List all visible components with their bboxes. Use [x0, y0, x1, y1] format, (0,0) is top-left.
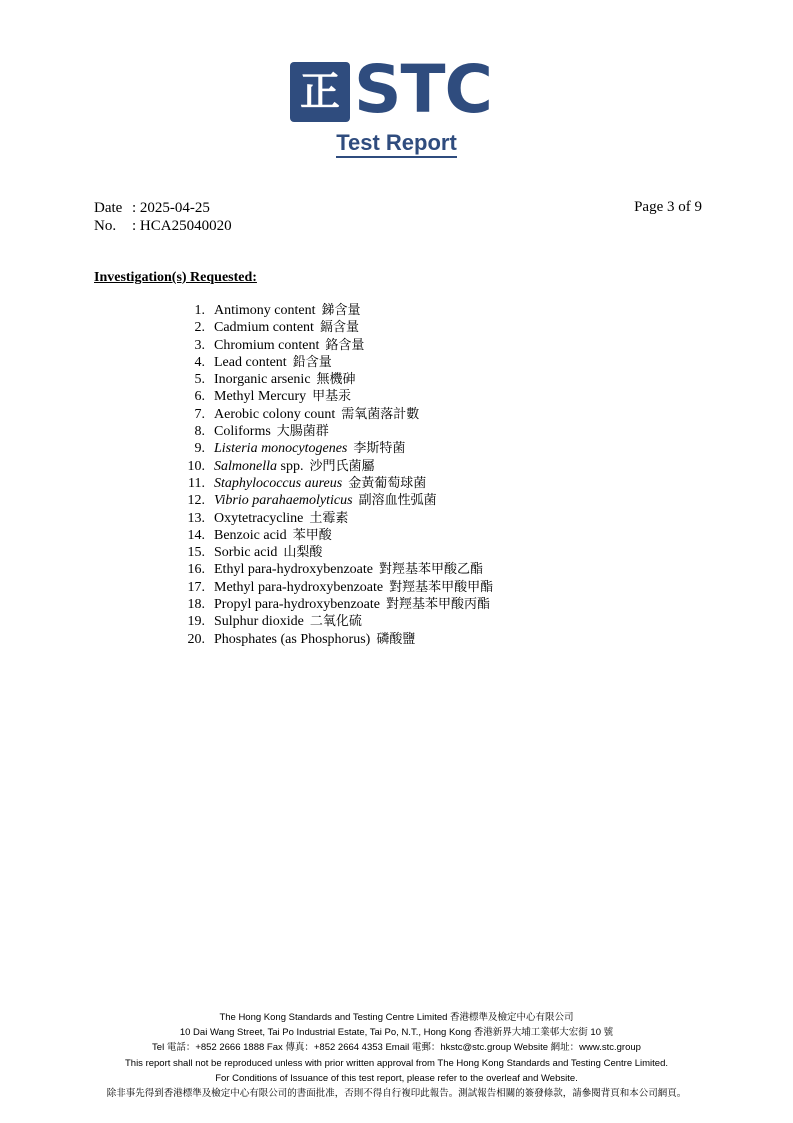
- report-title: [0, 130, 793, 156]
- list-item: [170, 406, 493, 423]
- stc-logo: [290, 51, 523, 128]
- list-item: [170, 579, 493, 596]
- section-heading: Investigation(s) Requested:: [94, 270, 257, 285]
- list-item-number: 15.: [187, 545, 205, 561]
- footer-reproduction-notice: This report shall not be reproduced unless with prior written approval from The Hong Kong Standards and Testing Centre Limited.: [124, 1057, 669, 1069]
- list-item-english: Methyl para-hydroxybenzoate: [214, 579, 384, 595]
- list-item: [170, 475, 493, 492]
- list-item-chinese: 對羥基苯甲酸丙酯: [386, 597, 491, 613]
- date-value: : 2025-04-25: [132, 200, 210, 216]
- list-item: [170, 492, 493, 509]
- list-item-number: 8.: [194, 424, 205, 440]
- list-item-chinese: 鉻含量: [325, 337, 365, 353]
- list-item-english: Propyl para-hydroxybenzoate: [214, 597, 380, 613]
- list-item-chinese: 銻含量: [321, 303, 361, 318]
- logo-text: STC: [354, 51, 492, 128]
- list-item-number: 11.: [188, 475, 205, 491]
- list-item-english: Chromium content: [214, 337, 320, 353]
- list-item: [170, 458, 493, 475]
- list-item-number: 18.: [187, 597, 205, 613]
- list-item: [170, 388, 493, 405]
- list-item-number: 7.: [194, 406, 205, 422]
- list-item: [170, 527, 493, 544]
- list-item-english: Ethyl para-hydroxybenzoate: [214, 562, 373, 578]
- footer-chinese-notice: 除非事先得到香港標準及檢定中心有限公司的書面批准，否則不得自行複印此報告。測試報告相關的簽發條款，請參閱背頁和本公司網頁。: [106, 1088, 687, 1100]
- list-item-chinese: 甲基汞: [312, 389, 352, 405]
- list-item-chinese: 二氧化硫: [309, 614, 362, 630]
- investigation-list: [170, 302, 493, 648]
- page-number: Page 3 of 9: [634, 199, 702, 215]
- list-item-chinese: 鉛含量: [292, 354, 332, 370]
- list-item-number: 10.: [187, 458, 205, 474]
- logo-mark-glyph: 正: [300, 69, 340, 115]
- list-item-number: 2.: [194, 320, 205, 336]
- date-row: [94, 199, 232, 217]
- list-item-english: Phosphates (as Phosphorus): [214, 631, 371, 647]
- list-item-scientific-name: Vibrio parahaemolyticus: [214, 493, 353, 509]
- list-item-chinese: 大腸菌群: [276, 424, 329, 440]
- list-item-number: 14.: [187, 527, 205, 543]
- report-number-value: : HCA25040020: [132, 218, 232, 234]
- list-item-chinese: 李斯特菌: [353, 441, 406, 457]
- report-meta: [94, 199, 232, 235]
- list-item-english: Inorganic arsenic: [214, 372, 311, 388]
- footer-address: 10 Dai Wang Street, Tai Po Industrial Estate, Tai Po, N.T., Hong Kong 香港新界大埔工業邨大宏街 10 號: [179, 1027, 614, 1039]
- list-item: [170, 544, 493, 561]
- list-item-scientific-name: Listeria monocytogenes: [214, 441, 348, 457]
- list-item-chinese: 土霉素: [309, 510, 349, 526]
- list-item-english: Aerobic colony count: [214, 406, 336, 422]
- list-item-chinese: 鎘含量: [319, 320, 359, 336]
- list-item-chinese: 對羥基苯甲酸甲酯: [389, 579, 494, 595]
- list-item: [170, 423, 493, 440]
- list-item-number: 9.: [194, 441, 205, 457]
- list-item-number: 16.: [187, 562, 205, 578]
- list-item-number: 19.: [187, 614, 205, 630]
- list-item: [170, 510, 493, 527]
- list-item: [170, 613, 493, 630]
- date-label: Date: [94, 200, 123, 216]
- list-item: [170, 337, 493, 354]
- list-item-number: 3.: [194, 337, 205, 353]
- list-item-english: Oxytetracycline: [214, 510, 304, 526]
- report-number-row: [94, 217, 232, 235]
- report-number-label: No.: [94, 218, 117, 234]
- list-item-chinese: 苯甲酸: [292, 527, 332, 543]
- list-item-number: 12.: [187, 493, 205, 509]
- list-item: [170, 440, 493, 457]
- list-item-english: Coliforms: [214, 424, 271, 440]
- list-item-chinese: 需氧菌落計數: [341, 406, 420, 422]
- list-item-chinese: 沙門氏菌屬: [309, 458, 375, 474]
- list-item: [170, 596, 493, 613]
- list-item-number: 1.: [194, 303, 205, 318]
- list-item-chinese: 金黃葡萄球菌: [348, 475, 427, 491]
- footer: [0, 1010, 793, 1101]
- list-item: [170, 302, 493, 319]
- list-item-number: 13.: [187, 510, 205, 526]
- list-item-number: 5.: [194, 372, 205, 388]
- list-item-english: Sorbic acid: [214, 545, 278, 561]
- list-item-english: spp.: [277, 458, 304, 474]
- list-item-number: 4.: [194, 354, 205, 370]
- stc-logo-mark-icon: [290, 62, 350, 122]
- list-item: [170, 371, 493, 388]
- list-item: [170, 319, 493, 336]
- list-item: [170, 631, 493, 648]
- list-item-number: 6.: [194, 389, 205, 405]
- list-item-english: Benzoic acid: [214, 527, 287, 543]
- list-item-english: Methyl Mercury: [214, 389, 307, 405]
- list-item-chinese: 磷酸鹽: [376, 631, 416, 647]
- list-item-scientific-name: Salmonella: [214, 458, 277, 474]
- list-item-number: 17.: [187, 579, 205, 595]
- list-item-chinese: 對羥基苯甲酸乙酯: [379, 562, 484, 578]
- list-item-english: Antimony content: [214, 303, 316, 318]
- list-item: [170, 561, 493, 578]
- footer-company: The Hong Kong Standards and Testing Centre Limited 香港標準及檢定中心有限公司: [219, 1012, 574, 1023]
- list-item-english: Cadmium content: [214, 320, 314, 336]
- list-item: [170, 354, 493, 371]
- footer-contacts: Tel 電話：+852 2666 1888 Fax 傳真：+852 2664 4353 Email 電郵：hkstc@stc.group Website 網址：www.stc.group: [152, 1042, 641, 1054]
- report-title-text: Test Report: [336, 130, 457, 158]
- list-item-scientific-name: Staphylococcus aureus: [214, 475, 343, 491]
- list-item-english: Sulphur dioxide: [214, 614, 304, 630]
- list-item-english: Lead content: [214, 354, 287, 370]
- list-item-chinese: 副溶血性弧菌: [358, 493, 437, 509]
- footer-conditions-notice: For Conditions of Issuance of this test report, please refer to the overleaf and Website.: [215, 1072, 578, 1084]
- list-item-number: 20.: [187, 631, 205, 647]
- list-item-chinese: 山梨酸: [283, 545, 323, 561]
- list-item-chinese: 無機砷: [316, 372, 356, 388]
